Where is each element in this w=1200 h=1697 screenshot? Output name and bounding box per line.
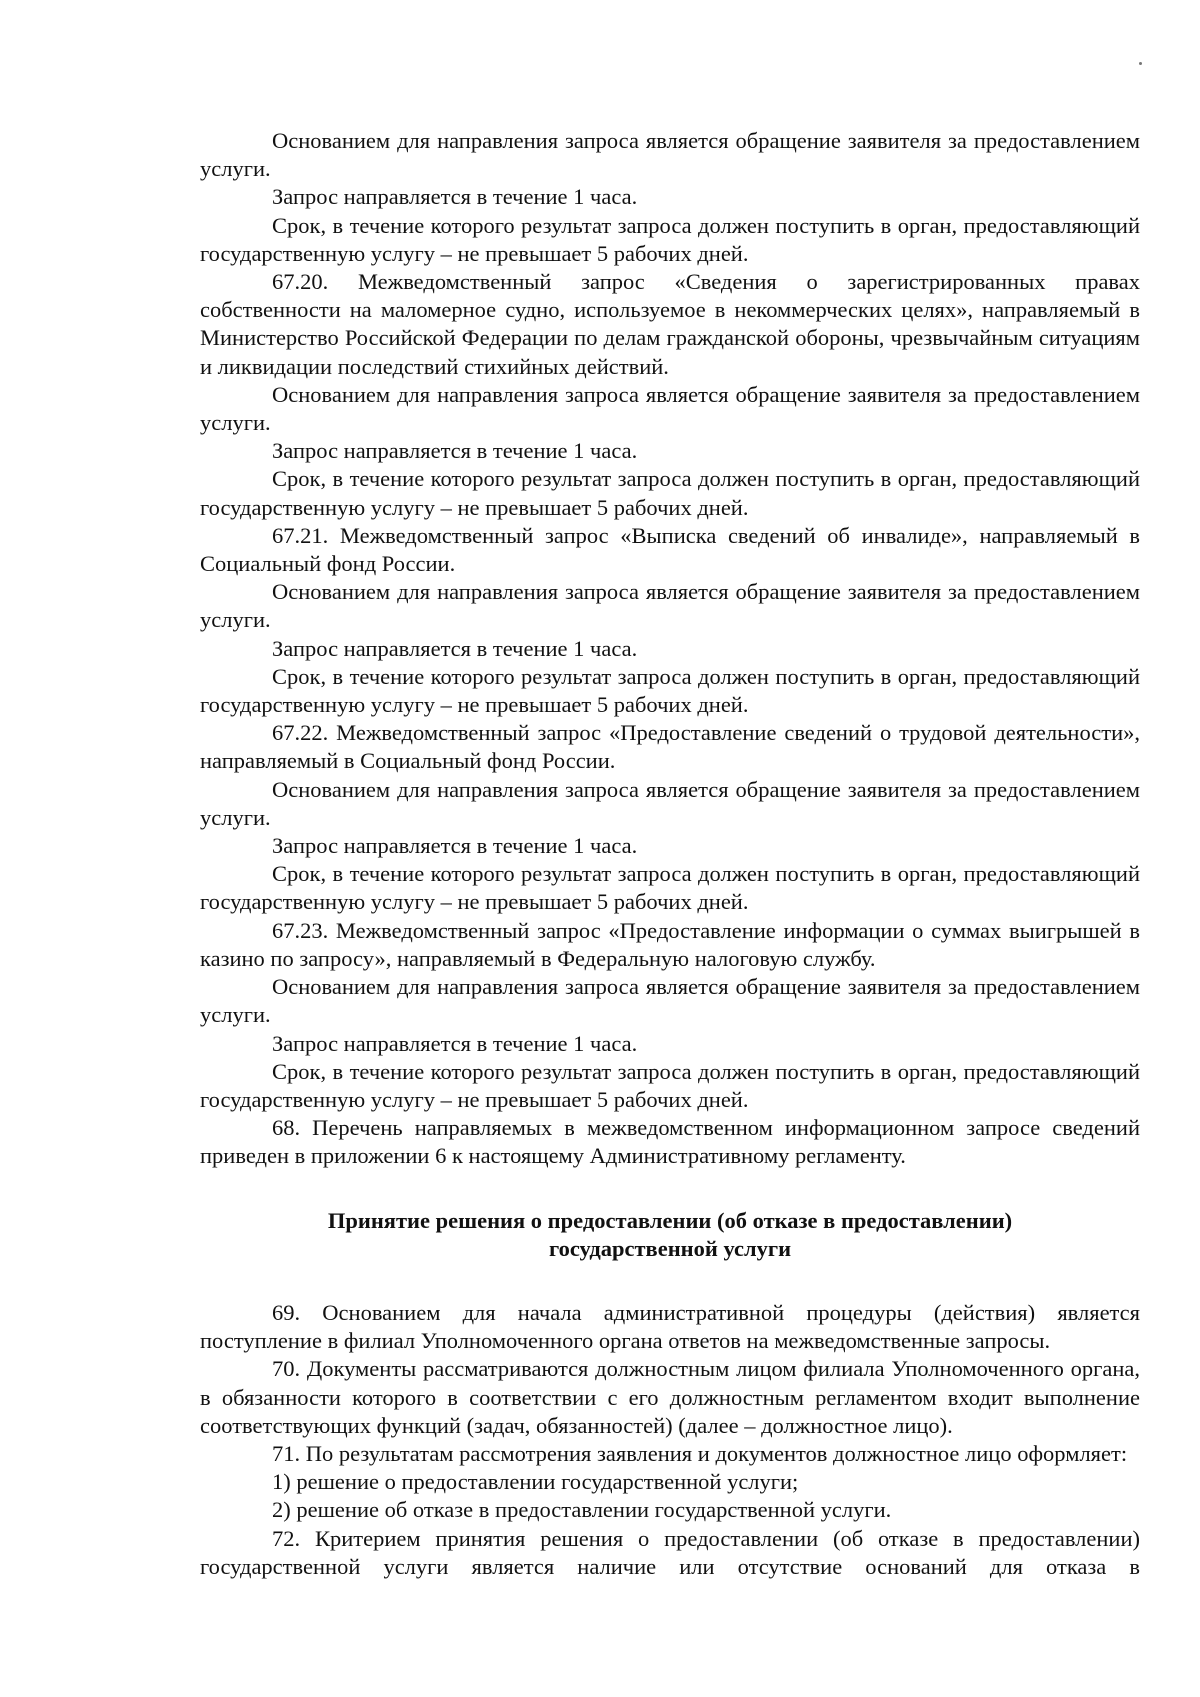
paragraph: Запрос направляется в течение 1 часа. [272, 635, 638, 661]
paragraph: Запрос направляется в течение 1 часа. [272, 184, 638, 210]
paragraph: Запрос направляется в течение 1 часа. [272, 833, 638, 859]
paragraph: 71. По результатам рассмотрения заявления и документов должностное лицо оформляет: [272, 1440, 1128, 1466]
paragraph: Основанием для направления запроса является обращение заявителя за предоставлением услуги. [200, 128, 1140, 182]
paragraph: Основанием для направления запроса является обращение заявителя за предоставлением услуги. [200, 579, 1140, 633]
paragraph: 68. Перечень направляемых в межведомственном информационном запросе сведений приведен в приложении 6 к настоящему Административному регламенту. [200, 1115, 1140, 1169]
list-item: 2) решение об отказе в предоставлении государственной услуги. [272, 1497, 892, 1523]
paragraph: 67.23. Межведомственный запрос «Предоставление информации о суммах выигрышей в казино по запросу», направляемый в Федеральную налоговую службу. [200, 917, 1140, 971]
paragraph: Основанием для направления запроса является обращение заявителя за предоставлением услуги. [200, 974, 1140, 1028]
document-page [200, 127, 1140, 1581]
paragraph: 70. Документы рассматриваются должностным лицом филиала Уполномоченного органа, в обязанности которого в соответствии с его должностным регламентом входит выполнение соответствующих функций (задач, обязанностей) (далее – должностное лицо). [200, 1356, 1140, 1438]
section-heading-line: Принятие решения о предоставлении (об отказе в предоставлении) [327, 1207, 1013, 1233]
paragraph: Срок, в течение которого результат запроса должен поступить в орган, предоставляющий государственную услугу – не превышает 5 рабочих дней. [200, 1058, 1140, 1112]
paragraph: Срок, в течение которого результат запроса должен поступить в орган, предоставляющий государственную услугу – не превышает 5 рабочих дней. [200, 861, 1140, 915]
section-heading-line: государственной услуги [548, 1235, 792, 1261]
paragraph: Срок, в течение которого результат запроса должен поступить в орган, предоставляющий государственную услугу – не превышает 5 рабочих дней. [200, 466, 1140, 520]
paragraph: 72. Критерием принятия решения о предоставлении (об отказе в предоставлении) государственной услуги является наличие или отсутствие оснований для отказа в [200, 1525, 1140, 1579]
paragraph: 67.21. Межведомственный запрос «Выписка сведений об инвалиде», направляемый в Социальный фонд России. [200, 522, 1140, 577]
paragraph: 67.22. Межведомственный запрос «Предоставление сведений о трудовой деятельности», направляемый в Социальный фонд России. [200, 720, 1140, 774]
paragraph: Запрос направляется в течение 1 часа. [272, 438, 638, 464]
paragraph: 69. Основанием для начала административной процедуры (действия) является поступление в филиал Уполномоченного органа ответов на межведомственные запросы. [200, 1299, 1140, 1354]
paragraph: Запрос направляется в течение 1 часа. [272, 1030, 638, 1056]
list-item: 1) решение о предоставлении государственной услуги; [272, 1469, 799, 1495]
paragraph: Срок, в течение которого результат запроса должен поступить в орган, предоставляющий государственную услугу – не превышает 5 рабочих дней. [200, 212, 1140, 266]
paragraph: Основанием для направления запроса является обращение заявителя за предоставлением услуги. [200, 776, 1140, 830]
paragraph: Основанием для направления запроса является обращение заявителя за предоставлением услуги. [200, 381, 1140, 436]
paragraph: Срок, в течение которого результат запроса должен поступить в орган, предоставляющий государственную услугу – не превышает 5 рабочих дней. [200, 663, 1140, 718]
section-heading [200, 1207, 1140, 1263]
paragraph: 67.20. Межведомственный запрос «Сведения о зарегистрированных правах собственности на маломерное судно, используемое в некоммерческих целях», направляемый в Министерство Российской Федерации по делам гражданской обороны, чрезвычайным ситуациям и ликвидации последствий стихийных действий. [200, 269, 1140, 379]
scan-artifact-dot [1139, 62, 1142, 65]
